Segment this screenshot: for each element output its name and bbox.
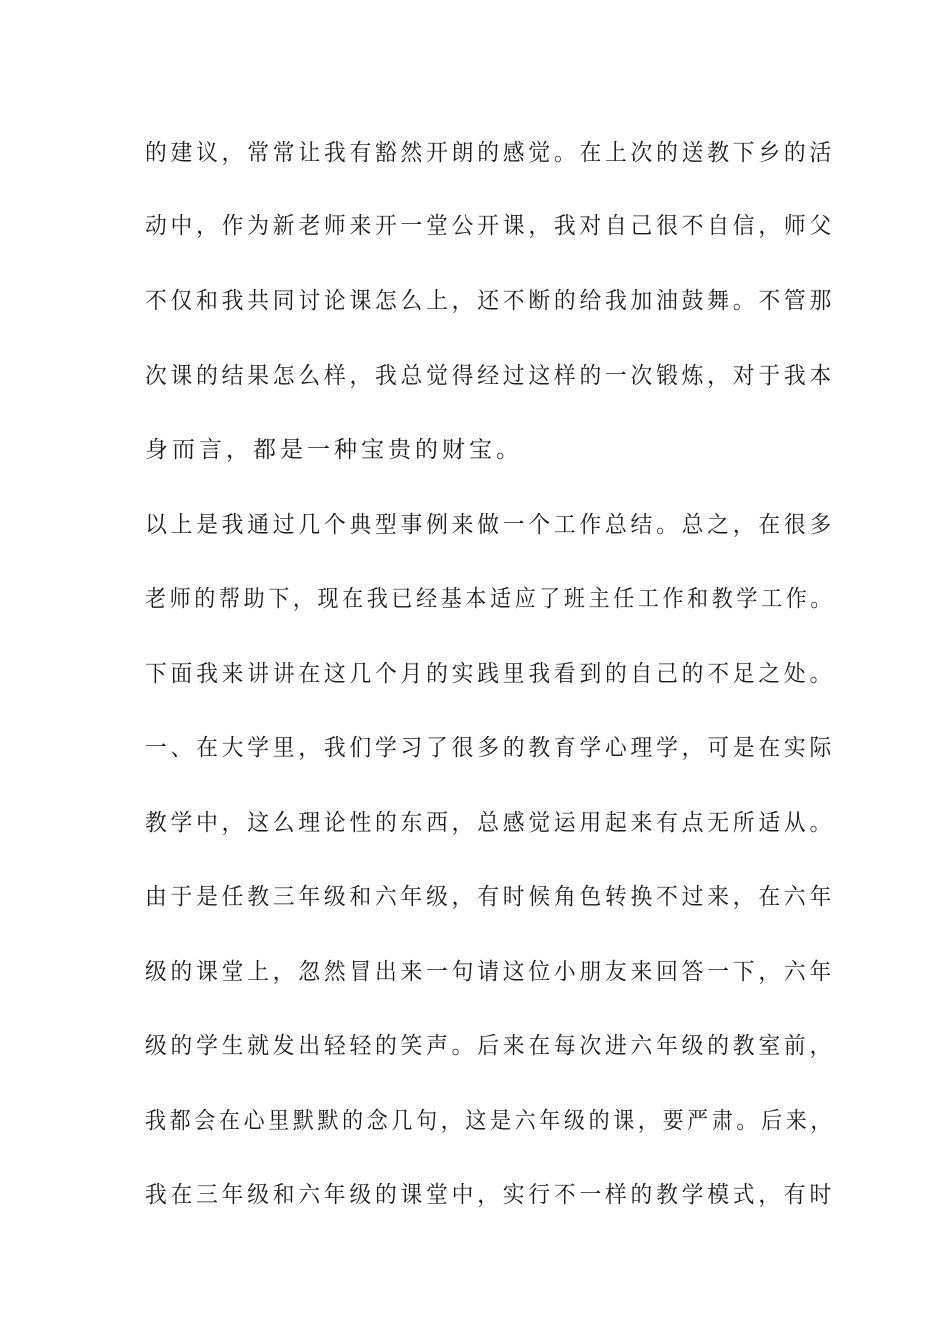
- text-line: 一、在大学里，我们学习了很多的教育学心理学，可是在实际: [145, 735, 835, 761]
- text-line: 级的学生就发出轻轻的笑声。后来在每次进六年级的教室前，: [145, 1033, 835, 1059]
- text-line: 老师的帮助下，现在我已经基本适应了班主任工作和教学工作。: [145, 586, 836, 612]
- text-line: 我都会在心里默默的念几句，这是六年级的课，要严肃。后来，: [145, 1108, 836, 1134]
- text-line: 动中，作为新老师来开一堂公开课，我对自己很不自信，师父: [145, 213, 835, 239]
- text-line: 不仅和我共同讨论课怎么上，还不断的给我加油鼓舞。不管那: [145, 288, 835, 314]
- text-line: 身而言，都是一种宝贵的财宝。: [145, 437, 523, 463]
- text-line: 次课的结果怎么样，我总觉得经过这样的一次锻炼，对于我本: [145, 363, 835, 389]
- text-line: 由于是任教三年级和六年级，有时候角色转换不过来，在六年: [145, 884, 835, 910]
- text-line: 以上是我通过几个典型事例来做一个工作总结。总之，在很多: [145, 512, 835, 538]
- text-line: 级的课堂上，忽然冒出来一句请这位小朋友来回答一下，六年: [145, 959, 835, 985]
- text-line: 我在三年级和六年级的课堂中，实行不一样的教学模式，有时: [145, 1182, 835, 1208]
- text-line: 下面我来讲讲在这几个月的实践里我看到的自己的不足之处。: [145, 661, 835, 687]
- text-line: 的建议，常常让我有豁然开朗的感觉。在上次的送教下乡的活: [145, 140, 835, 166]
- text-line: 教学中，这么理论性的东西，总感觉运用起来有点无所适从。: [145, 810, 835, 836]
